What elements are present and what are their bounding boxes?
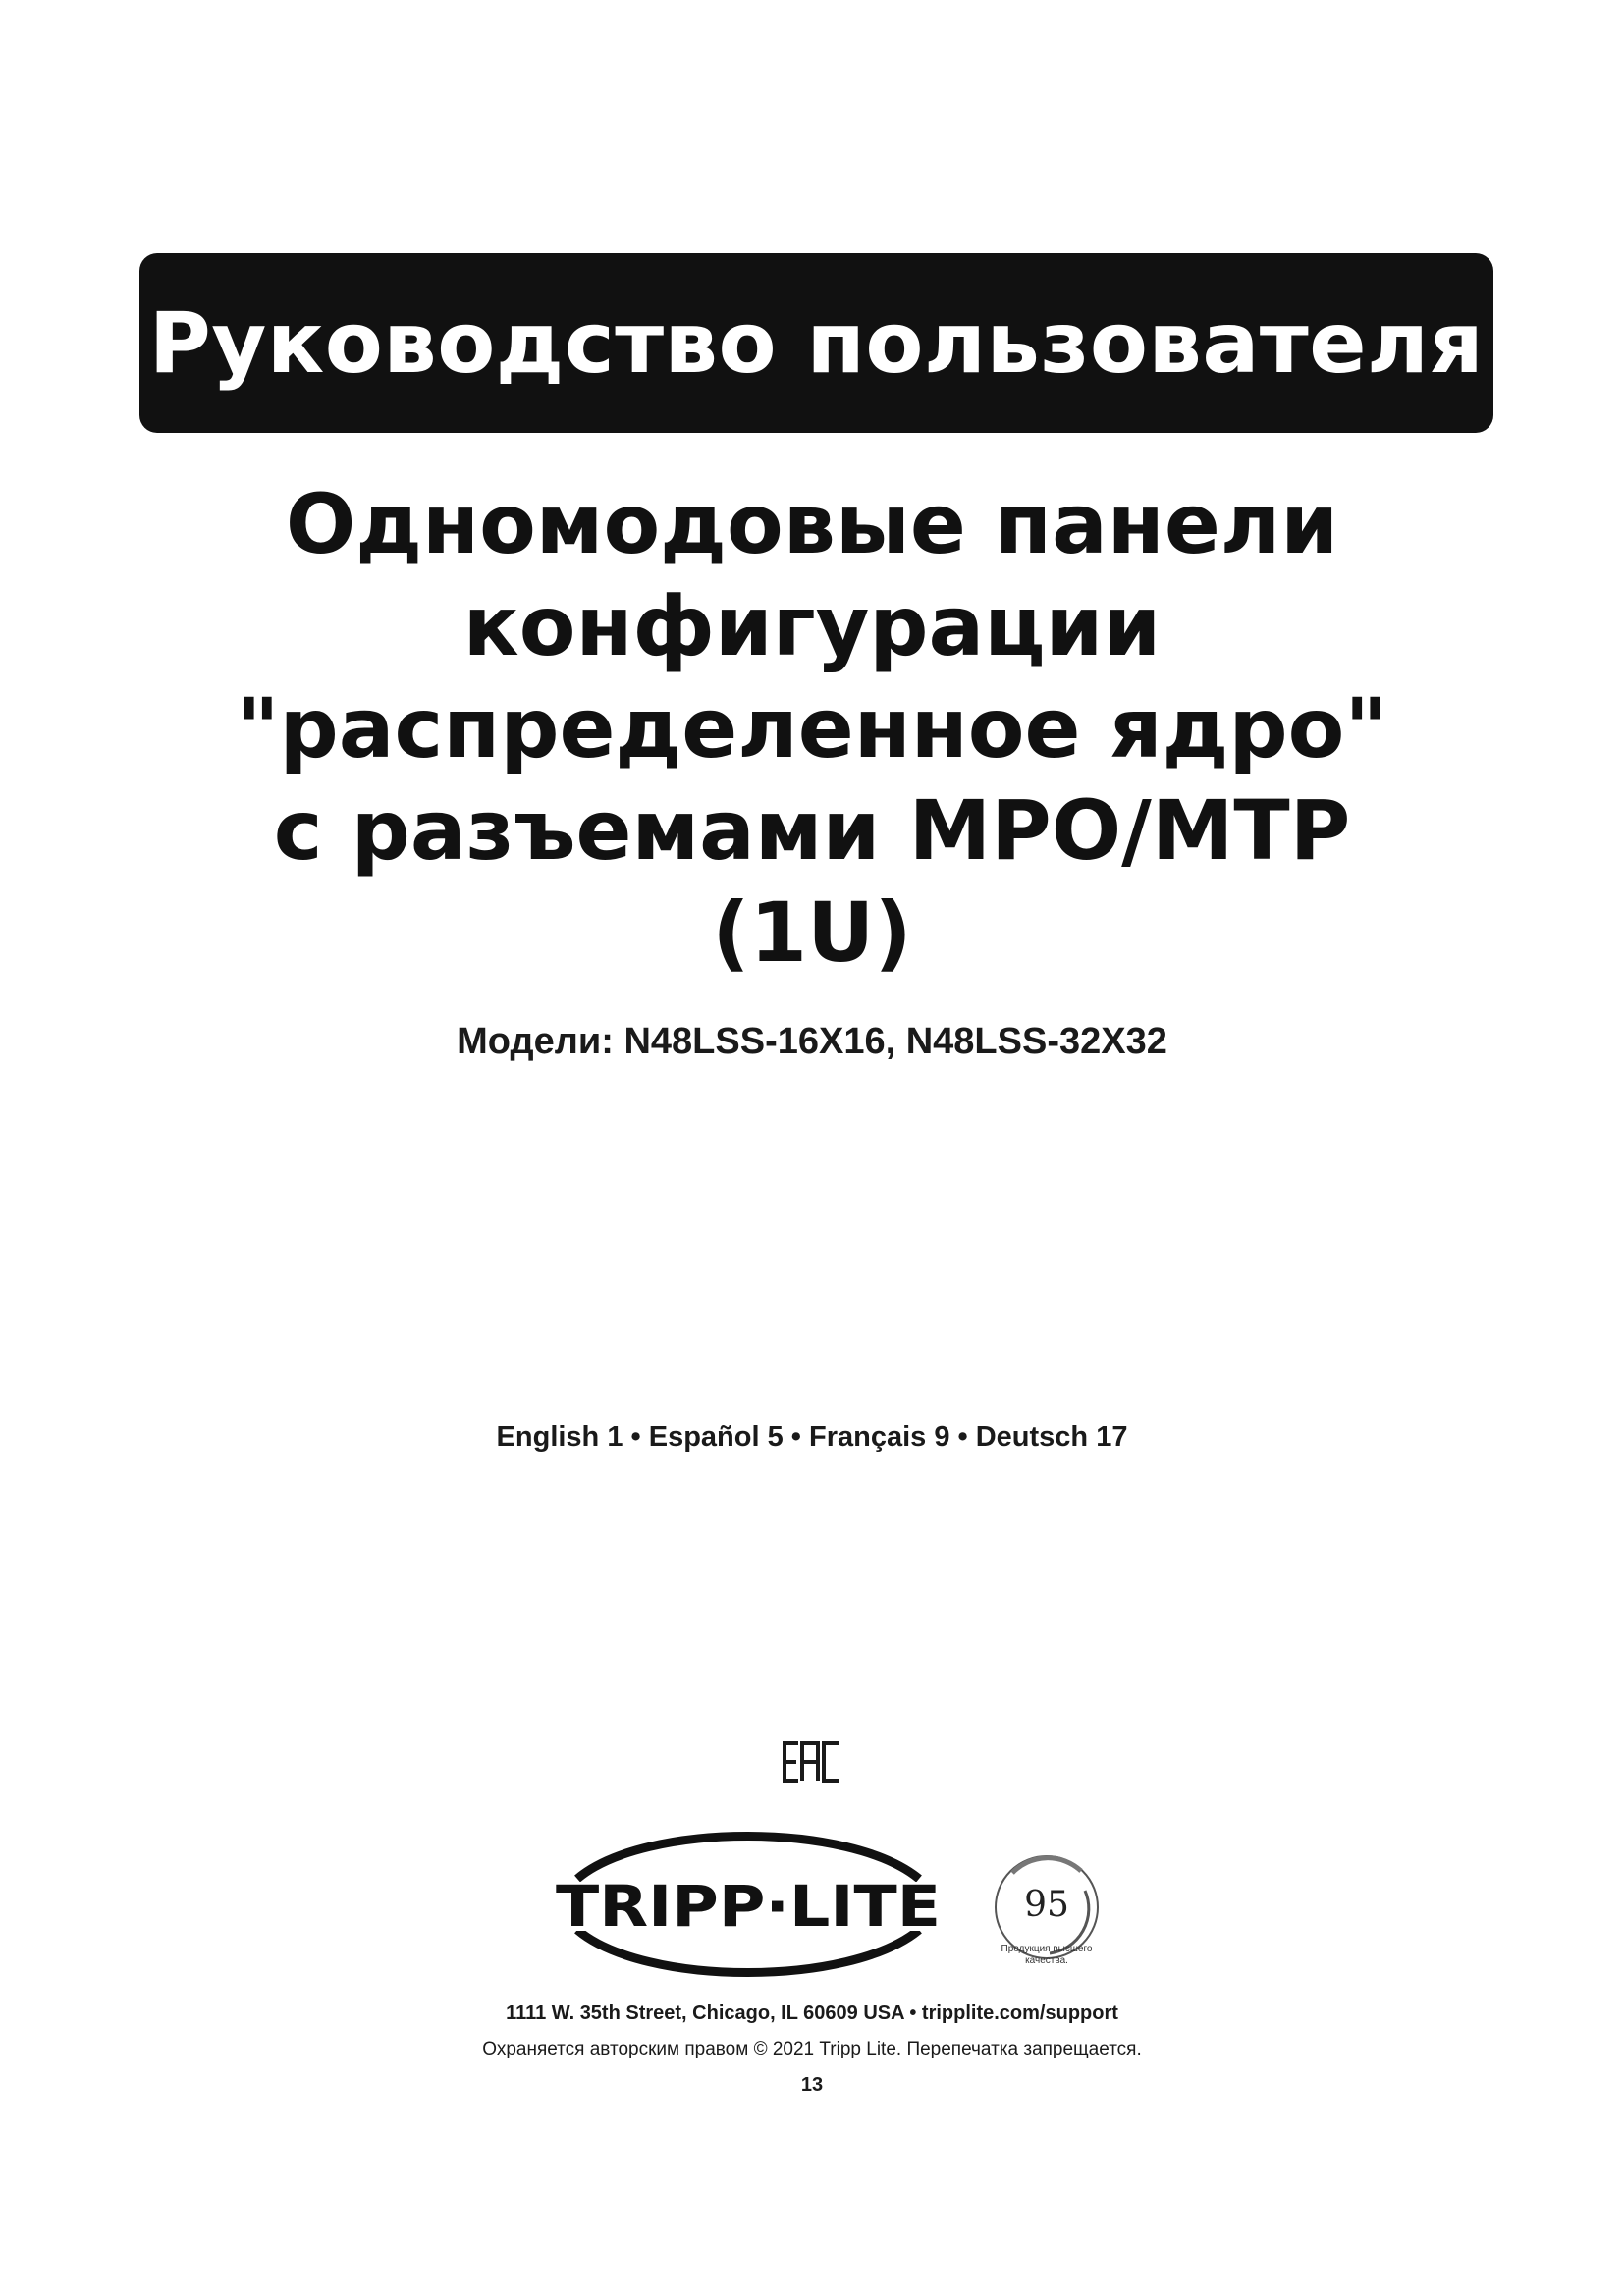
tripp-lite-logo bbox=[546, 1828, 951, 1978]
header-banner bbox=[139, 253, 1493, 433]
title-line: Одномодовые панели bbox=[285, 476, 1339, 572]
document-title bbox=[0, 473, 1624, 984]
banner-title: Руководство пользователя bbox=[148, 294, 1485, 393]
copyright-notice: Охраняется авторским правом © 2021 Tripp Lite. Перепечатка запрещается. bbox=[482, 2039, 1142, 2059]
seal-number: 95 bbox=[1024, 1885, 1069, 1925]
eac-mark-icon bbox=[781, 1740, 843, 1784]
models-line: Модели: N48LSS-16X16, N48LSS-32X32 bbox=[457, 1021, 1167, 1062]
title-line: (1U) bbox=[712, 884, 912, 981]
language-index: English 1 • Español 5 • Français 9 • Deutsch 17 bbox=[496, 1421, 1128, 1453]
title-line: с разъемами MPO/MTP bbox=[273, 782, 1351, 879]
title-line: "распределенное ядро" bbox=[236, 680, 1388, 776]
logo-wordmark: TRIPP·LITE bbox=[556, 1873, 941, 1940]
page-number: 13 bbox=[800, 2074, 824, 2096]
company-address: 1111 W. 35th Street, Chicago, IL 60609 USA • tripplite.com/support bbox=[506, 2002, 1118, 2024]
title-line: конфигурации bbox=[462, 578, 1162, 674]
seal-caption: Продукция высшего качества. bbox=[1001, 1944, 1093, 1966]
